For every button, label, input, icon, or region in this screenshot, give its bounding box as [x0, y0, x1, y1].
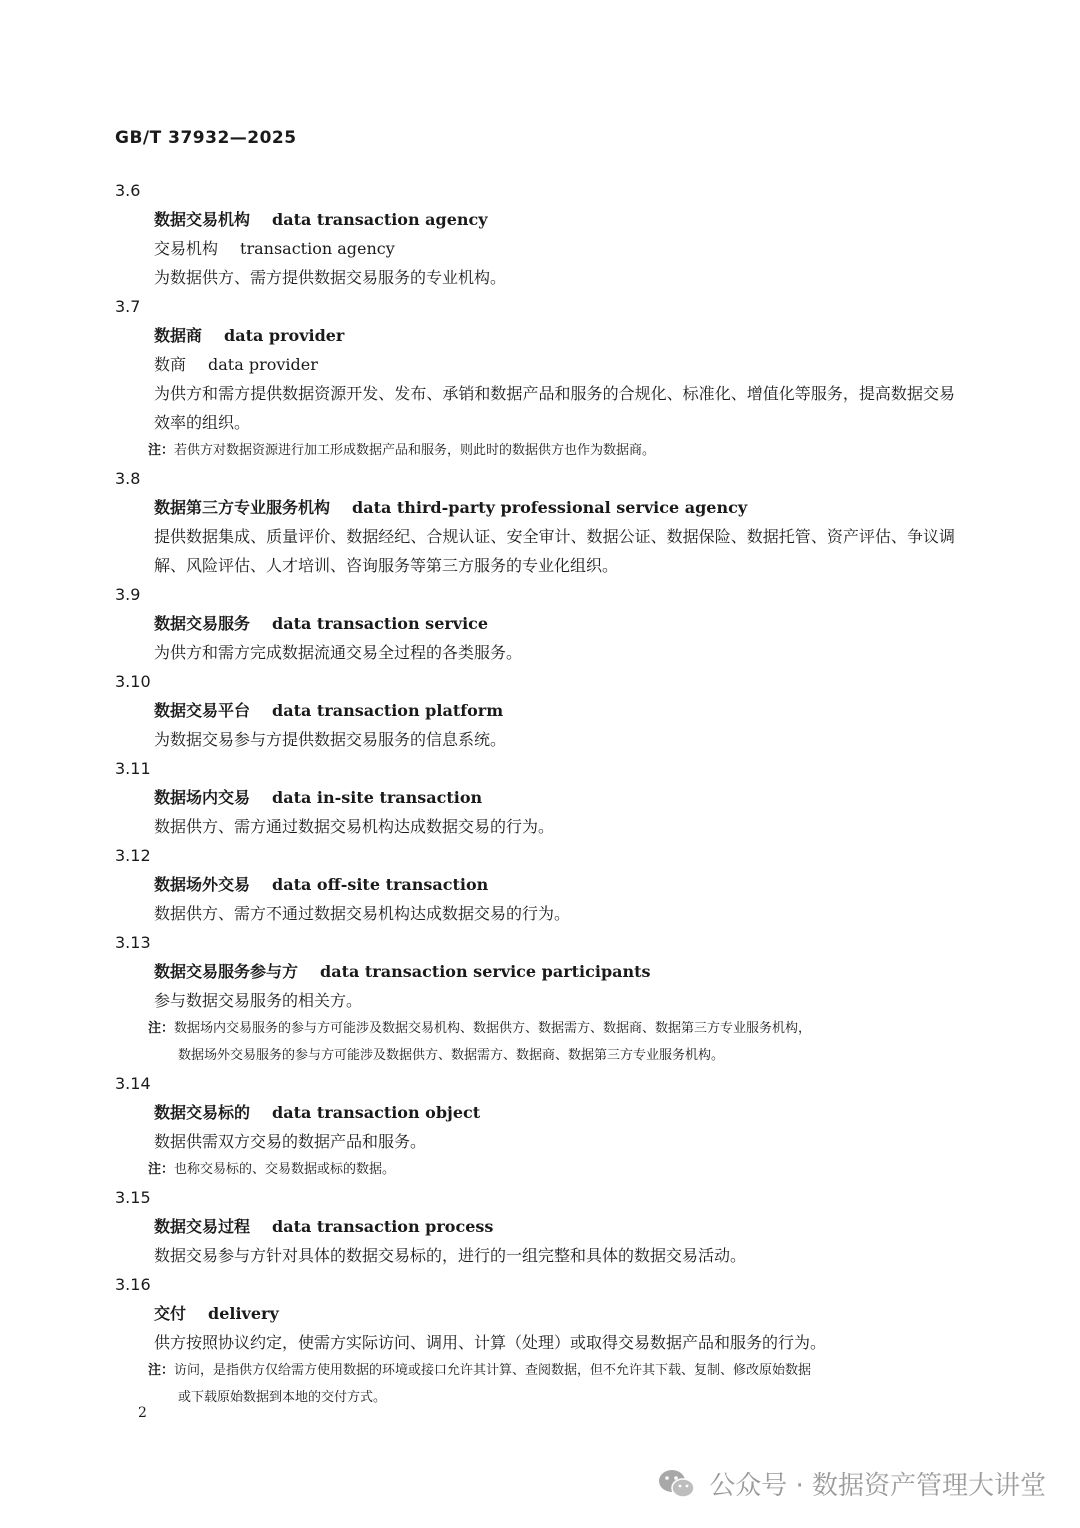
term-entry [115, 1270, 955, 1411]
synonym-zh: 交易机构 [154, 239, 219, 258]
term-number: 3.16 [115, 1275, 151, 1294]
term-entry [115, 754, 955, 841]
term-title [115, 493, 955, 522]
note-label: 注： [148, 1021, 175, 1036]
faint-stamp-mark [168, 914, 198, 936]
term-definition: 数据供方、需方通过数据交易机构达成数据交易的行为。 [154, 817, 555, 836]
term-title [115, 870, 955, 899]
term-entry [115, 928, 955, 1069]
term-entry [115, 292, 955, 464]
term-zh: 数据交易服务参与方 [154, 962, 299, 981]
standard-number: GB/T 37932—2025 [115, 128, 297, 148]
term-note [115, 1015, 955, 1069]
term-title [115, 783, 955, 812]
term-number: 3.10 [115, 672, 151, 691]
term-entry [115, 176, 955, 292]
term-en: data transaction platform [272, 701, 504, 720]
synonym-zh: 数商 [154, 355, 187, 374]
watermark-text: 公众号 · 数据资产管理大讲堂 [709, 1471, 1046, 1501]
term-definition: 为供方和需方完成数据流通交易全过程的各类服务。 [154, 643, 523, 662]
term-entry [115, 1069, 955, 1183]
term-synonym [115, 234, 955, 263]
term-zh: 数据交易平台 [154, 701, 251, 720]
term-title [115, 696, 955, 725]
wechat-icon [657, 1467, 697, 1501]
term-en: data provider [224, 326, 345, 345]
term-en: data transaction process [272, 1217, 494, 1236]
term-en: data transaction object [272, 1103, 481, 1122]
term-definition: 提供数据集成、质量评价、数据经纪、合规认证、安全审计、数据公证、数据保险、数据托管、资产评估、争议调解、风险评估、人才培训、咨询服务等第三方服务的专业化组织。 [154, 527, 955, 575]
term-title [115, 609, 955, 638]
term-zh: 交付 [154, 1304, 187, 1323]
term-title [115, 1212, 955, 1241]
note-text: 若供方对数据资源进行加工形成数据产品和服务，则此时的数据供方也作为数据商。 [174, 443, 656, 458]
term-title [115, 321, 955, 350]
term-number: 3.14 [115, 1074, 151, 1093]
term-en: data off-site transaction [272, 875, 489, 894]
term-en: data transaction service participants [320, 962, 651, 981]
term-en: data transaction agency [272, 210, 488, 229]
synonym-en: data provider [208, 355, 318, 374]
note-label: 注： [148, 1162, 175, 1177]
term-zh: 数据交易服务 [154, 614, 251, 633]
term-definition: 参与数据交易服务的相关方。 [154, 991, 363, 1010]
terms-list [115, 176, 955, 1411]
term-title [115, 1299, 955, 1328]
term-entry [115, 464, 955, 580]
term-zh: 数据第三方专业服务机构 [154, 498, 331, 517]
term-number: 3.9 [115, 585, 141, 604]
note-text-continued: 或下载原始数据到本地的交付方式。 [178, 1390, 387, 1405]
term-definition: 数据供需双方交易的数据产品和服务。 [154, 1132, 427, 1151]
term-number: 3.11 [115, 759, 151, 778]
note-label: 注： [148, 1363, 175, 1378]
term-en: delivery [208, 1304, 279, 1323]
term-definition: 数据供方、需方不通过数据交易机构达成数据交易的行为。 [154, 904, 571, 923]
term-definition: 数据交易参与方针对具体的数据交易标的，进行的一组完整和具体的数据交易活动。 [154, 1246, 747, 1265]
term-note [115, 437, 955, 464]
term-number: 3.6 [115, 181, 141, 200]
term-zh: 数据交易机构 [154, 210, 251, 229]
term-number: 3.13 [115, 933, 151, 952]
note-text: 也称交易标的、交易数据或标的数据。 [174, 1162, 396, 1177]
note-text: 数据场内交易服务的参与方可能涉及数据交易机构、数据供方、数据需方、数据商、数据第三方专业服务机构， [174, 1021, 812, 1036]
note-text: 访问，是指供方仅给需方使用数据的环境或接口允许其计算、查阅数据，但不允许其下载、复制、修改原始数据 [174, 1363, 812, 1378]
term-entry [115, 841, 955, 928]
term-number: 3.8 [115, 469, 141, 488]
term-number: 3.15 [115, 1188, 151, 1207]
synonym-en: transaction agency [240, 239, 395, 258]
term-definition: 为数据供方、需方提供数据交易服务的专业机构。 [154, 268, 507, 287]
term-title [115, 957, 955, 986]
term-entry [115, 1183, 955, 1270]
term-title [115, 1098, 955, 1127]
term-definition: 为数据交易参与方提供数据交易服务的信息系统。 [154, 730, 507, 749]
term-en: data in-site transaction [272, 788, 483, 807]
term-en: data transaction service [272, 614, 489, 633]
term-zh: 数据场外交易 [154, 875, 251, 894]
term-note [115, 1156, 955, 1183]
term-entry [115, 667, 955, 754]
note-label: 注： [148, 443, 175, 458]
term-zh: 数据交易过程 [154, 1217, 251, 1236]
page-number: 2 [138, 1405, 147, 1421]
term-number: 3.7 [115, 297, 141, 316]
term-entry [115, 580, 955, 667]
term-definition: 供方按照协议约定，使需方实际访问、调用、计算（处理）或取得交易数据产品和服务的行为。 [154, 1333, 827, 1352]
watermark [657, 1465, 1046, 1502]
term-title [115, 205, 955, 234]
term-en: data third-party professional service agency [352, 498, 748, 517]
term-note [115, 1357, 955, 1411]
term-zh: 数据交易标的 [154, 1103, 251, 1122]
term-zh: 数据场内交易 [154, 788, 251, 807]
term-definition: 为供方和需方提供数据资源开发、发布、承销和数据产品和服务的合规化、标准化、增值化等服务，提高数据交易效率的组织。 [154, 384, 955, 432]
term-number: 3.12 [115, 846, 151, 865]
term-synonym [115, 350, 955, 379]
note-text-continued: 数据场外交易服务的参与方可能涉及数据供方、数据需方、数据商、数据第三方专业服务机构。 [178, 1048, 725, 1063]
term-zh: 数据商 [154, 326, 203, 345]
